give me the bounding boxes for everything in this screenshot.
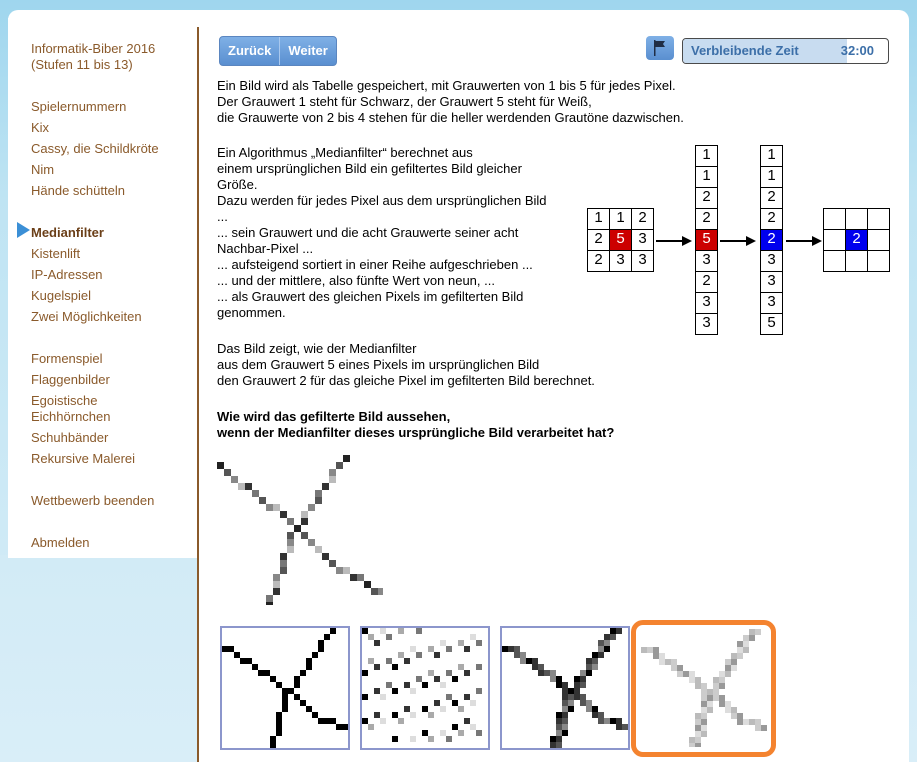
flag-icon (654, 40, 666, 56)
answer-image (222, 628, 348, 748)
list-cell: 3 (696, 314, 718, 335)
grid-cell: 1 (610, 209, 632, 230)
sorted-column (760, 145, 783, 335)
sidebar-bottom-background (0, 555, 198, 762)
grid-cell: 2 (632, 209, 654, 230)
algorithm-line: ... sein Grauwert und die acht Grauwerte seiner acht (217, 225, 519, 240)
list-cell: 2 (696, 272, 718, 293)
answer-option-c[interactable] (500, 626, 630, 750)
sidebar-item-spielernummern[interactable]: Spielernummern (31, 99, 127, 114)
contest-levels: (Stufen 11 bis 13) (31, 57, 133, 72)
algorithm-line: ... (217, 209, 228, 224)
list-cell: 2 (696, 188, 718, 209)
current-task-arrow-icon (17, 222, 30, 238)
grid-cell: 2 (588, 230, 610, 251)
sidebar-item-haende[interactable]: Hände schütteln (31, 183, 125, 198)
sidebar-item-eichhoernchen[interactable]: Eichhörnchen (31, 409, 111, 424)
list-cell: 3 (761, 251, 783, 272)
arrow-right-icon (786, 233, 822, 249)
grid-cell (868, 230, 890, 251)
unsorted-column (695, 145, 718, 335)
sidebar-item-rekursive-malerei[interactable]: Rekursive Malerei (31, 451, 136, 466)
sidebar-item-schuhbaender[interactable]: Schuhbänder (31, 430, 109, 445)
original-image (217, 455, 383, 605)
grid-cell: 3 (632, 251, 654, 272)
grid-cell (824, 251, 846, 272)
answer-image (502, 628, 628, 748)
nav-button-group (219, 36, 337, 66)
list-cell: 2 (696, 209, 718, 230)
algorithm-line: Dazu werden für jedes Pixel aus dem ursprünglichen Bild (217, 193, 547, 208)
algorithm-line: Ein Algorithmus „Medianfilter“ berechnet aus (217, 145, 473, 160)
sidebar-item-cassy[interactable]: Cassy, die Schildkröte (31, 141, 159, 156)
sidebar-item-formenspiel[interactable]: Formenspiel (31, 351, 103, 366)
list-cell: 3 (696, 251, 718, 272)
logout-link[interactable]: Abmelden (31, 535, 90, 550)
next-button[interactable]: Weiter (279, 37, 336, 65)
sidebar-divider (197, 27, 199, 762)
contest-title: Informatik-Biber 2016 (31, 41, 156, 56)
list-cell: 2 (761, 188, 783, 209)
answer-image (362, 628, 488, 748)
answer-option-b[interactable] (360, 626, 490, 750)
algorithm-line: Nachbar-Pixel ... (217, 241, 314, 256)
algorithm-line: ... als Grauwert des gleichen Pixels im gefilterten Bild (217, 289, 524, 304)
answer-option-d[interactable] (631, 620, 776, 757)
result-grid (823, 208, 890, 272)
sidebar-item-medianfilter[interactable]: Medianfilter (31, 225, 104, 240)
grid-cell (824, 230, 846, 251)
list-cell: 3 (761, 272, 783, 293)
arrow-right-icon (656, 233, 692, 249)
remaining-time-bar (682, 38, 889, 64)
grid-cell (868, 251, 890, 272)
algorithm-line: ... und der mittlere, also fünfte Wert von neun, ... (217, 273, 495, 288)
grid-cell (824, 209, 846, 230)
algorithm-line: Größe. (217, 177, 258, 192)
grid-cell (846, 209, 868, 230)
grid-cell: 2 (588, 251, 610, 272)
sidebar-item-kix[interactable]: Kix (31, 120, 50, 135)
sidebar-item-kugelspiel[interactable]: Kugelspiel (31, 288, 91, 303)
center-pixel-cell: 5 (696, 230, 718, 251)
list-cell: 1 (761, 167, 783, 188)
end-contest-link[interactable]: Wettbewerb beenden (31, 493, 155, 508)
question-line: Wie wird das gefilterte Bild aussehen, (217, 409, 451, 424)
remaining-time-value: 32:00 (840, 43, 874, 58)
sidebar-item-ip-adressen[interactable]: IP-Adressen (31, 267, 103, 282)
question-line: wenn der Medianfilter dieses ursprüngliche Bild verarbeitet hat? (217, 425, 615, 440)
list-cell: 3 (696, 293, 718, 314)
neighborhood-grid (587, 208, 654, 272)
example-line: Das Bild zeigt, wie der Medianfilter (217, 341, 417, 356)
intro-line: die Grauwerte von 2 bis 4 stehen für die heller werdenden Grautöne dazwischen. (217, 110, 684, 125)
list-cell: 2 (761, 209, 783, 230)
remaining-time-label: Verbleibende Zeit (691, 43, 799, 58)
list-cell: 1 (696, 167, 718, 188)
sidebar-item-zwei-moeglichkeiten[interactable]: Zwei Möglichkeiten (31, 309, 142, 324)
grid-cell: 3 (610, 251, 632, 272)
median-cell: 2 (761, 230, 783, 251)
algorithm-line: genommen. (217, 305, 286, 320)
sidebar-item-nim[interactable]: Nim (31, 162, 55, 177)
flag-button[interactable] (646, 36, 674, 60)
algorithm-line: ... aufsteigend sortiert in einer Reihe aufgeschrieben ... (217, 257, 533, 272)
sidebar-item-flaggenbilder[interactable]: Flaggenbilder (31, 372, 110, 387)
center-pixel-cell: 5 (610, 230, 632, 251)
list-cell: 1 (696, 146, 718, 167)
list-cell: 1 (761, 146, 783, 167)
answer-image (641, 629, 767, 747)
grid-cell (846, 251, 868, 272)
list-cell: 5 (761, 314, 783, 335)
list-cell: 3 (761, 293, 783, 314)
grid-cell: 3 (632, 230, 654, 251)
sidebar-item-egoistische[interactable]: Egoistische (31, 393, 98, 408)
back-button[interactable]: Zurück (228, 43, 272, 58)
sidebar-item-kistenlift[interactable]: Kistenlift (31, 246, 81, 261)
arrow-right-icon (720, 233, 756, 249)
grid-cell (868, 209, 890, 230)
answer-option-a[interactable] (220, 626, 350, 750)
intro-line: Der Grauwert 1 steht für Schwarz, der Grauwert 5 steht für Weiß, (217, 94, 592, 109)
result-pixel-cell: 2 (846, 230, 868, 251)
algorithm-line: einem ursprünglichen Bild ein gefiltertes Bild gleicher (217, 161, 522, 176)
example-line: aus dem Grauwert 5 eines Pixels im ursprünglichen Bild (217, 357, 540, 372)
example-line: den Grauwert 2 für das gleiche Pixel im gefilterten Bild berechnet. (217, 373, 595, 388)
intro-line: Ein Bild wird als Tabelle gespeichert, mit Grauwerten von 1 bis 5 für jedes Pixel. (217, 78, 676, 93)
grid-cell: 1 (588, 209, 610, 230)
